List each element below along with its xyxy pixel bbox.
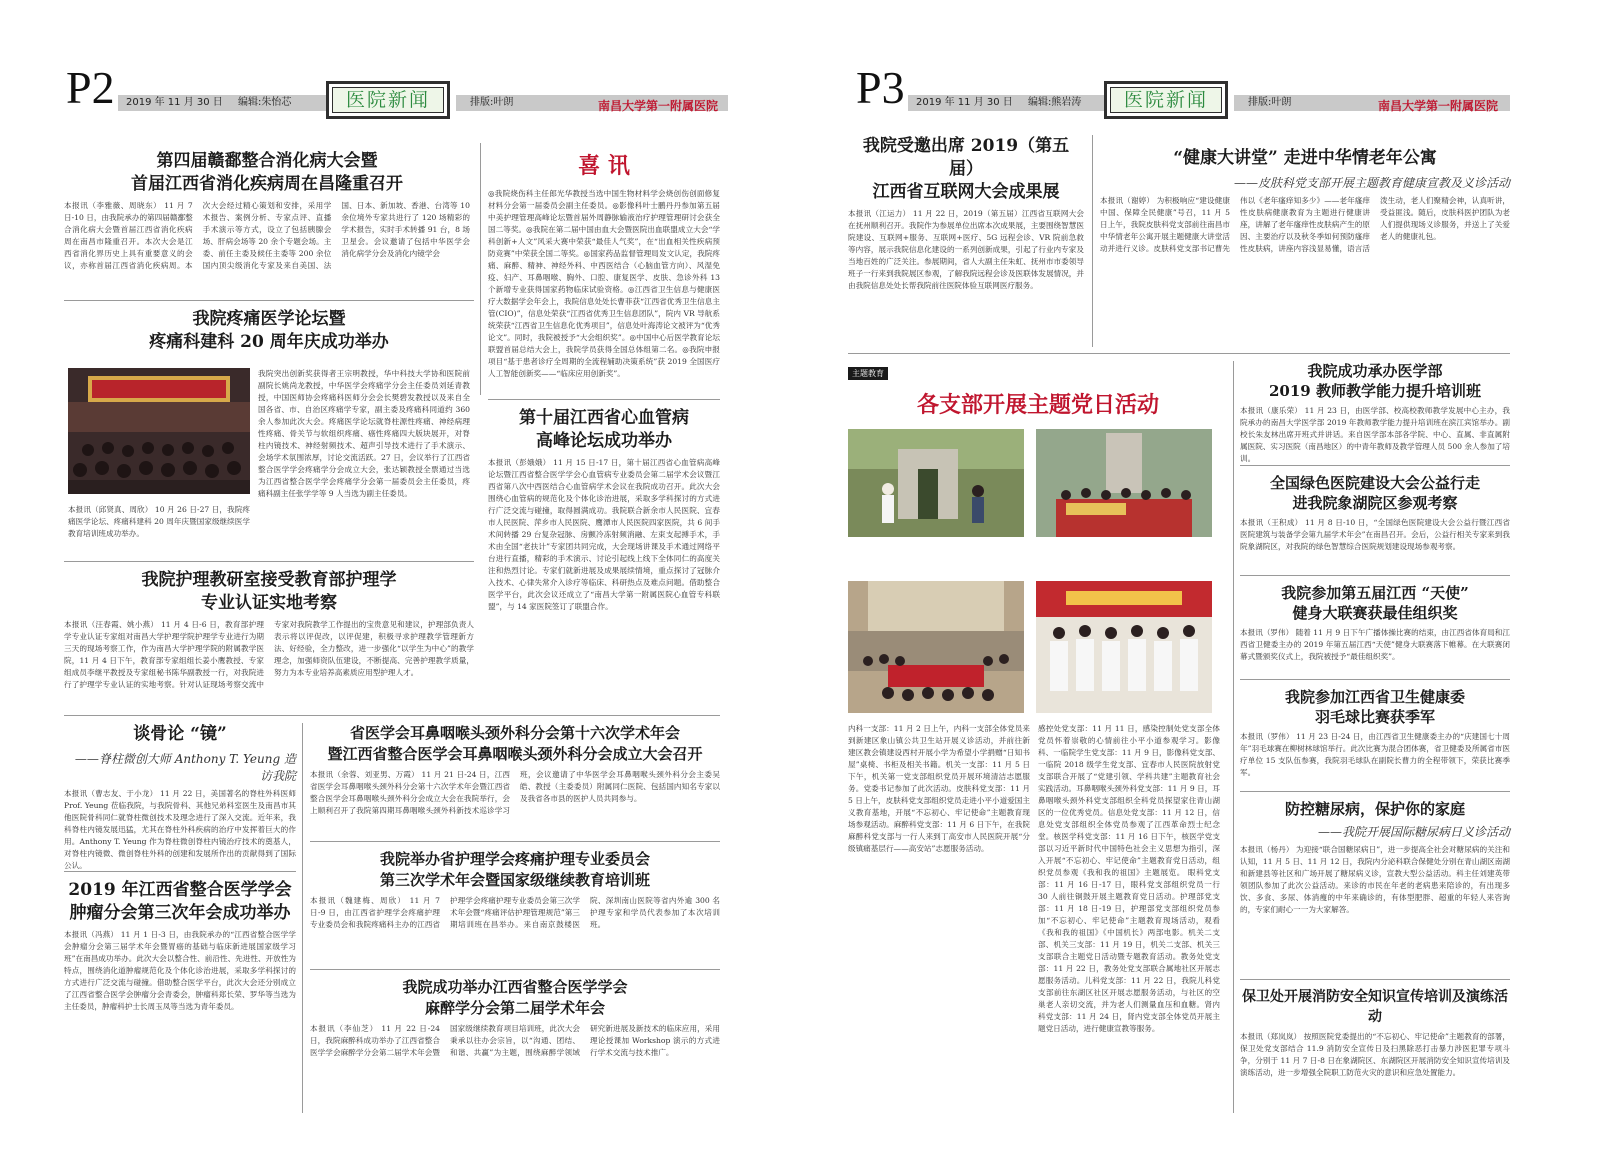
layout-credit: 排版:叶朗 [1248, 97, 1292, 108]
divider [1240, 575, 1510, 576]
divider [1092, 135, 1093, 347]
article-internet-conference [848, 135, 1084, 345]
activity-photo-3 [848, 581, 1024, 713]
article-title: 第十届江西省心血管病 高峰论坛成功举办 [519, 408, 689, 451]
article-health-lecture [1100, 147, 1510, 345]
page-p2 [58, 55, 778, 1115]
divider [64, 715, 720, 716]
article-body: 本报讯（江运力） 11 月 22 日，2019（第五届）江西省互联网大会在抚州顺利召开。我院作为参展单位出席本次成果展，主要围绕智慧医院建设、互联网+服务、互联网+医疗、5G 远程会诊、VR 院前急救等内容，展示我院信息化建设的一系列创新成果，引起了行业内专家及当地百姓的广泛关注。参展期间，省人大副主任朱虹、抚州市市委领导班子一行来到我院展区参观，了解我院远程会诊及医联体发展情况，并由我院信息处处长帮我院前往医院体验互联网医疗服务。 [848, 209, 1084, 290]
section-name: 医院新闻 [332, 87, 444, 113]
divider [310, 969, 720, 970]
article-body-1: 内科一支部：11 月 2 日上午，内科一支部全体党员来到新建区象山镇公共卫生站开展义诊活动，并前往新建区教会镇建设西村开展小学为希望小学捐赠“日知书屋”桌椅、书柜及相关书籍。机关一支部：11 月 5 日下午，机关第一党支部组织党员开展环境清洁志愿服务。党委书记参加了此次活动。皮肤科党支部：11 月 5 日上午，皮肤科党支部组织党员走进小平小道爱国主义教育基地，开展“不忘初心、牢记使命”主题教育现场参观活动。麻醉科党支部：11 月 6 日下午，在我院麻醉科党支部与一行人来到丁高安市人民医院开展“分级镇痛基层行——高安站”志愿服务活动。 [848, 724, 1030, 853]
hospital-name: 南昌大学第一附属医院 [598, 99, 719, 113]
article-anesthesia-annual [310, 977, 720, 1113]
article-body: 本报讯（郑岚岚） 按照医院党委提出的“不忘初心、牢记使命”主题教育的部署，保卫处党支部结合 11.9 消防安全宣传日及扫黑除恶打击暴力涉医犯罪专项斗争，分别于 11 月 7 日-8 日在象湖院区、东湖院区开展消防安全知识宣传培训及演练活动，进一步增强全院职工防范火灾的意识和应急处置能力。 [1240, 1032, 1510, 1077]
article-anthony-yeung [64, 723, 296, 870]
divider [1233, 361, 1234, 1113]
section-name: 医院新闻 [1110, 87, 1222, 113]
article-title: 我院护理教研室接受教育部护理学 专业认证实地考察 [141, 570, 397, 613]
article-title: 我院参加江西省卫生健康委 羽毛球比赛获季军 [1284, 688, 1465, 726]
divider [64, 300, 474, 301]
page-p3 [848, 55, 1568, 1115]
article-title: 第四届赣鄱整合消化病大会暨 首届江西省消化疾病周在昌隆重召开 [131, 151, 403, 194]
article-body-2: 感控处党支部：11 月 11 日，感染控制处党支部全体党员怀着崇敬的心情前往小平小道参观学习。影像科、一临院学生党支部：11 月 9 日，影像科党支部、一临院 2018 级学生党支部、宜春市人民医院放射党支部联合开展了“党建引领、学科共建”主题教育社会实践活动。耳鼻咽喉头颈外科党支部：11 月 9 日，耳鼻咽喉头颈外科党支部组织全科党员探望家住青山湖区的一位优秀党员。信息处党支部：11 月 12 日，信息处党支部组织全体党员参观了江西革命烈士纪念堂。核医学科党支部：11 月 16 日下午，核医学党支部以习近平新时代中国特色社会主义思想为指引，深入开展“不忘初心、牢记使命”主题教育党日活动，组织党员参观《我和我的祖国》主题展览。 眼科党支部：11 月 16 日-17 日，眼科党支部组织党员一行 30 人前往铜鼓开展主题教育党日活动。护理部党支部：11 月 18 日-19 日，护理部党支部组织党员参加“不忘初心、牢记使命”主题教育现场活动，观看《我和我的祖国》《中国机长》两部电影。机关二支部、机关三支部：11 月 19 日，机关二支部、机关三支部联合主题党日活动暨专题教育活动。教务处党支部：11 月 22 日，教务处党支部联合属地社区开展志愿服务活动。儿科党支部：11 月 22 日，我院儿科党支部前往东湖区社区开展志愿服务活动，与社区的空巢老人亲切交流，并为老人们测量血压和血糖。肾内科党支部：11 月 24 日，肾内党支部全体党员开展主题党日活动，进行健康宣教等服务。 [1038, 724, 1221, 1033]
issue-date: 2019 年 11 月 30 日 [916, 97, 1013, 108]
article-cardiology-forum [488, 407, 720, 707]
article-body: 我院突出创新奖获得者王宗明教授，华中科技大学协和医院前副院长姚尚龙教授，中华医学会疼痛学分会主任委员刘延青教授，中国医师协会疼痛科医师分会会长樊碧发教授以及来自全国各省、市、自治区疼痛学专家，副主委及疼痛科同道约 360 余人参加此次大会。疼痛医学论坛就脊柱源性疼痛、神经病理性疼痛、骨关节与软组织疼痛、癌性疼痛四大版块展开，对脊柱内镜技术、神经射频技术、超声引导技术进行了手术演示、会场学术氛围浓厚，讨论交流活跃。27 日，会议举行了江西省整合医学学会疼痛学分会成立大会，张达颖教授全票通过当选为江西省整合医学学会疼痛学分会第一届委员会主任委员，疼痛科副主任张学学等 9 人当选为副主任委员。 [258, 369, 470, 498]
article-pain-nursing-committee [310, 849, 720, 963]
article-fire-safety [1240, 987, 1510, 1113]
header-bar-left [908, 95, 1106, 111]
divider [1240, 791, 1510, 792]
good-news-title: 喜 讯 [578, 153, 630, 179]
article-body: 本报讯（罗伟） 11 月 23 日-24 日，由江西省卫生健康委主办的“庆建国七十周年”羽毛球赛在柳树林球馆举行。此次比赛为混合团体赛，省卫健委及所属省市医疗单位 15 支队伍参赛，我院羽毛球队在副院长曹力的全程带领下，荣获比赛季军。 [1240, 732, 1510, 777]
article-body: 本报讯（曹志友、于小龙） 11 月 22 日，美国著名的脊柱外科医师 Prof. Yeung 莅临我院，与我院骨科、其他兄弟科室医生及南昌市其他医院骨科同仁就脊柱微创技术及理念进行了深入交流。近年来，我科脊柱内镜发展迅猛，尤其在脊柱外科疾病的治疗中发挥着巨大的作用。Anthony T. Yeung 作为脊柱微创脊柱内镜治疗技术的奠基人，对脊柱内镜微、微创脊柱外科的创建和发展所作出的贡献得到了国际公认。 [64, 789, 296, 870]
layout-credit: 排版:叶朗 [470, 97, 514, 108]
article-title: 我院成功举办江西省整合医学学会 麻醉学分会第二届学术年会 [402, 978, 628, 1017]
article-body: 本报讯（冯燕） 11 月 1 日-3 日，由我院承办的“江西省整合医学学会肿瘤分会第三届学术年会暨胃癌的基础与临床新进展国家级学习班”在南昌成功举办。此次大会以整合性、前沿性、先进性、开放性为特点，围绕消化道肿瘤规范化及个体化诊治进展，采取多学科探讨的方式进行广泛交流与碰撞。借助整合医学平台，此次大会还分别成立了江西省整合医学会肿瘤分会青委会，肿瘤科郑长荣、罗华等当选为主任委员，肿瘤科护士长周玉凤等当选为青年委员。 [64, 930, 296, 1011]
divider [1240, 979, 1510, 980]
article-body-3-inline: 眼科党支部：11 月 16 日-17 日，眼科党支部组织党员一行 30 人前往铜鼓开展主题教育党日活动。护理部党支部：11 月 18 日-19 日，护理部党支部组织党员参加“不忘初心、牢记使命”主题教育现场活动，观看《我和我的祖国》《中国机长》两部电影。机关二支部、机关三支部：11 月 19 日，机关二支部、机关三支部联合主题党日活动暨专题教育活动。教务处党支部：11 月 22 日，教务处党支部联合属地社区开展志愿服务活动。儿科党支部：11 月 22 日，我院儿科党支部前往东湖区社区开展志愿服务活动，与社区的空巢老人亲切交流，并为老人们测量血压和血糖。肾内科党支部：11 月 24 日，肾内党支部全体党员开展主题党日活动，进行健康宣教等服务。 [1038, 868, 1221, 1033]
article-title: 2019 年江西省整合医学学会 肿瘤分会第三次年会成功举办 [68, 880, 292, 923]
article-pain-forum [64, 308, 474, 553]
divider [302, 723, 303, 1113]
article-title: 我院举办省护理学会疼痛护理专业委员会 第三次学术年会暨国家级继续教育培训班 [379, 850, 650, 889]
article-teaching-training [1240, 361, 1510, 461]
article-title: 防控糖尿病，保护你的家庭 [1284, 800, 1465, 818]
article-badminton [1240, 687, 1510, 787]
editor: 编辑:熊岩涛 [1027, 97, 1082, 108]
article-diabetes-day [1240, 799, 1510, 975]
article-title: 我院受邀出席 2019（第五届） 江西省互联网大会成果展 [862, 136, 1070, 202]
article-subtitle: ——脊柱微创大师 Anthony T. Yeung 造访我院 [74, 752, 296, 783]
article-subtitle: ——我院开展国际糖尿病日义诊活动 [1317, 825, 1510, 839]
divider [1240, 679, 1510, 680]
page-number: P2 [66, 62, 115, 113]
article-title: 我院疼痛医学论坛暨 疼痛科建科 20 周年庆成功举办 [149, 309, 389, 352]
header-bar-left [118, 95, 326, 111]
good-news-body: ◎我院烧伤科主任郎光华教授当选中国生物材料学会烧创伤创面修复材料分会第一届委员会副主任委员。◎影像科叶士鹏丹丹参加第五届中美护理管理高峰论坛暨首届外周静脉输液治疗护理管理研讨会获全国二等奖。◎我院在第二届中国由血大会暨医院出血联盟成立大会“学科创新+人文”风采大赛中荣获“最佳人气奖”，在“出血相关性疾病预防竞赛”中荣获全国二等奖。◎国家药品监督管理局发文认定，我院疼痛、麻醉、精神、神经外科、中西医结合（心脑血管方向）、风湿免疫、妇产、耳鼻咽喉、胸外、口腔、康复医学、皮肤、急诊外科 13 个新增专业获得国家药物临床试验资格。◎江西省卫生信息与健康医疗大数据学会年会上，我院信息处处长曹菲获“江西省优秀卫生信息主管(CIO)”，信息处荣获“江西省优秀卫生信息团队”，院内 VR 导航系统荣获“江西省卫生信息化优秀项目”，信息处叶海涛论文被评为“优秀论文”。同时，我院被授予“大会组织奖”。◎中国中心后医学教育论坛联盟首届总结大会上，我院学员获得全国总体组第二名。◎我院申报项目“基于患者诊疗全周期的全流程辅助决策系统”获 2019 全国医疗人工智能创新奖——“临床应用创新奖”。 [488, 189, 720, 378]
divider [310, 841, 720, 842]
article-body: 本报讯（谢婷） 为积极响应“建设健康中国、保障全民健康”号召，11 月 5 日上午，我院皮肤科党支部前往南昌市中华情老年公寓开展主题健康大讲堂活动并进行义诊。皮肤科党支部书记曹先伟以《老年瘙痒知多少》——老年瘙痒性皮肤病健康教育为主题进行健康讲座，讲解了老年瘙痒性皮肤病产生的原因、主要治疗以及秋冬季如何预防瘙痒性皮肤病，讲座内容浅显易懂，语言活泼生动，老人们聚精会神，认真听讲，受益匪浅。随后，皮肤科医护团队为老人们提供现场义诊服务，并送上了关爱老人的健康礼包。 [1100, 196, 1510, 253]
section-logo [1104, 81, 1228, 119]
section-logo [326, 81, 450, 119]
article-title: 我院成功承办医学部 2019 教师教学能力提升培训班 [1269, 362, 1481, 400]
divider [848, 353, 1510, 354]
conference-photo [68, 368, 250, 494]
issue-date: 2019 年 11 月 30 日 [126, 97, 223, 108]
article-body: 本报讯（罗伟） 随着 11 月 9 日下午广播体操比赛的结束，由江西省体育局和江西省卫健委主办的 2019 年第五届江西“天使”健身大联赛落下帷幕。在大联赛闭幕式暨颁奖仪式上，我院被授予“最佳组织奖”。 [1240, 628, 1510, 661]
article-body: 本报讯（李仙芝） 11 月 22 日-24 日，我院麻醉科成功举办了江西省整合医学学会麻醉学分会第二届学术年会暨国家级继续教育项目培训班，此次大会秉承以往办会宗旨，以“沟通、团结、和谐、共赢”为主题，围绕麻醉学领域研究新进展及新技术的临床应用，采用理论授课加 Workshop 演示的方式进行学术交流与技术推广。 [310, 1024, 720, 1057]
activity-photo-1 [848, 429, 1024, 537]
article-title: 我院参加第五届江西 “天使” 健身大联赛获最佳组织奖 [1281, 584, 1469, 622]
divider [480, 143, 481, 395]
article-body: 本报讯（康乐荣） 11 月 23 日，由医学部、校高校教师教学发展中心主办，我院承办的南昌大学医学部 2019 年教师教学能力提升培训班在滨江宾馆举办。副校长朱友林出席开班式并讲话。来自医学部本部各学院、中心、直属、非直属附属医院、实习医院（南昌地区）的中青年教师及教学管理人员 500 余人参加了培训。 [1240, 406, 1510, 463]
divider [64, 871, 296, 872]
topic-tag: 主题教育 [848, 367, 888, 380]
article-angel-fitness [1240, 583, 1510, 675]
article-title: 省医学会耳鼻咽喉头颈外科分会第十六次学术年会 暨江西省整合医学会耳鼻咽喉头颈外科分会成立大会召开 [327, 724, 703, 763]
activity-photo-4 [1036, 581, 1212, 713]
article-title: 各支部开展主题党日活动 [916, 392, 1159, 418]
divider [64, 561, 474, 562]
article-party-day [848, 361, 1228, 1113]
article-body: 本报讯（汪春霞、姚小燕） 11 月 4 日-6 日，教育部护理学专业认证专家组对南昌大学护理学院护理学专业进行为期三天的现场考察工作，作为南昌大学护理学院的附属教学医院，11 月 4 日下午，教育部专家组组长姜小鹰教授、专家组成员李继平教授及专家组秘书陈华副教授一行，对我院进行了护理学专业认证的实地考察。针对认证现场考察交流中专家对我院教学工作提出的宝贵意见和建议，护理部负责人表示将以评促改，以评促建，积极寻求护理教学管理新方法、好经验，全力整改，进一步强化“以学生为中心”的教学理念，加强师资队伍建设，不断提高、完善护理教学质量，努力为本专业培养高素质应用型护理人才。 [64, 620, 474, 689]
activity-photo-2 [1036, 429, 1212, 537]
divider [1240, 465, 1510, 466]
good-news-column [488, 143, 720, 395]
article-body: 本报讯（王积成） 11 月 8 日-10 日，“全国绿色医院建设大会公益行暨江西省医院建筑与装备学会第九届学术年会”在南昌召开。会后，公益行相关专家来到我院象湖院区，对我院的绿色智慧综合医院规划建设现场参观考察。 [1240, 518, 1510, 551]
article-nursing-accreditation [64, 569, 474, 707]
article-green-hospital [1240, 473, 1510, 571]
divider [488, 399, 720, 400]
hospital-name: 南昌大学第一附属医院 [1378, 99, 1499, 113]
article-body: 本报讯（杨丹） 为迎接“联合国糖尿病日”，进一步提高全社会对糖尿病的关注和认知，11 月 5 日、11 月 12 日，我院内分泌科联合保健处分别在青山湖区南湖和新建县等社区和广场开展了糖尿病义诊，宣教大型公益活动。科主任刘建英带领团队参加了此次公益活动。来诊的市民在年老的老病患来陪诊的，有出现多饮、多食、多尿、体消瘦的中年来确诊的，有体型肥胖、超重的年轻人来咨询的，专家们耐心一一为大家解答。 [1240, 845, 1510, 914]
article-body: 本报讯（李雅薇、周晓东） 11 月 7 日-10 日，由我院承办的第四届赣鄱整合消化病大会暨首届江西省消化疾病周在南昌市隆重召开。本次大会是江西省消化界历史上具有重要意义的会议，亦称首届江西省消化疾病周。本次大会经过精心策划和安排，采用学术报告、案例分析、专家点评、直播手术演示等方式，设立了包括胰腺会场、肝病会场等 20 余个专题会场。主委、前任主委及候任主委等 200 余位国内顶尖级消化专家及来自美国、法国、日本、新加坡、香港、台湾等 10 余位境外专家共进行了 120 场精彩的学术报告，实时手术转播 91 台，8 场卫星会。会议邀请了包括中华医学会消化病学分会及消化内镜学会 [64, 201, 470, 270]
article-title: “健康大讲堂” 走进中华情老年公寓 [1173, 148, 1437, 168]
article-oncology-annual [64, 879, 296, 1113]
article-subtitle: ——皮肤科党支部开展主题教育健康宣教及义诊活动 [1233, 176, 1510, 190]
article-title: 谈骨论 “镜” [133, 724, 227, 744]
page-number: P3 [856, 62, 905, 113]
article-body: 本报讯（魏建梅、周欣） 11 月 7 日-9 日，由江西省护理学会疼痛护理专业委员会和我院疼痛科主办的江西省护理学会疼痛护理专业委员会第三次学术年会暨“疼痛评估护理管理规范”第三期培训班在昌举办。来自南京鼓楼医院、深圳南山医院等省内外逾 300 名护理专家和学员代表参加了本次培训班。 [310, 896, 720, 929]
article-digestive-congress [64, 150, 470, 288]
article-lead: 本报讯（邱贤真、周欣） 10 月 26 日-27 日，我院疼痛医学论坛、疼痛科建科 20 周年庆暨国家级继续医学教育培训班成功举办。 [68, 505, 250, 538]
article-body: 本报讯（余蓉、刘亚男、万霞） 11 月 21 日-24 日，江西省医学会耳鼻咽喉头颈外科分会第十六次学术年会暨江西省整合医学会耳鼻咽喉头颈外科分会成立大会在我院举行，会上顺利召开了我院第四期耳鼻咽喉头颈外科新技术巡诊学习班，会议邀请了中华医学会耳鼻咽喉头颈外科分会主委吴皓、教授（主委委员）附属同仁医院、包括国内知名专家以及我省各市县的医护人员共同参与。 [310, 770, 720, 815]
article-title: 全国绿色医院建设大会公益行走 进我院象湖院区参观考察 [1269, 474, 1480, 512]
article-body: 本报讯（彭娥娥） 11 月 15 日-17 日，第十届江西省心血管病高峰论坛暨江西省整合医学学会心血管病专业委员会第二届学术会议暨江西省第八次中西医结合心血管病学术会议在我院成功召开。此次大会围绕心血管病的规范化及个体化诊治进展，采取多学科探讨的方式进行广泛交流与碰撞，取得圆满成功。我院联合新余市人民医院、宜春市人民医院、萍乡市人民医院、鹰潭市人民医院四家医院，共 6 间手术间转播 29 台复杂冠脉、房颤冷冻射频消融、左束支起搏手术，手术由全国“老扶计”专家团共同完成，大会现场讲课及手术通过网络平台进行直播，精彩的手术演示、讨论引起线上线下全体同仁的高度关注和热烈讨论。专家们就新进展及成果展续情境，重点探讨了冠脉介入技术、心律失常介入诊疗等临床、科研热点及难点问题。借助整合医学平台，此次会议还成立了“南昌大学第一附属医院心血管专科联盟”，与 14 家医院签订了联盟合作。 [488, 458, 720, 611]
editor: 编辑:朱怡芯 [237, 97, 292, 108]
article-ent-society [310, 723, 720, 835]
article-title: 保卫处开展消防安全知识宣传培训及演练活动 [1242, 989, 1508, 1025]
